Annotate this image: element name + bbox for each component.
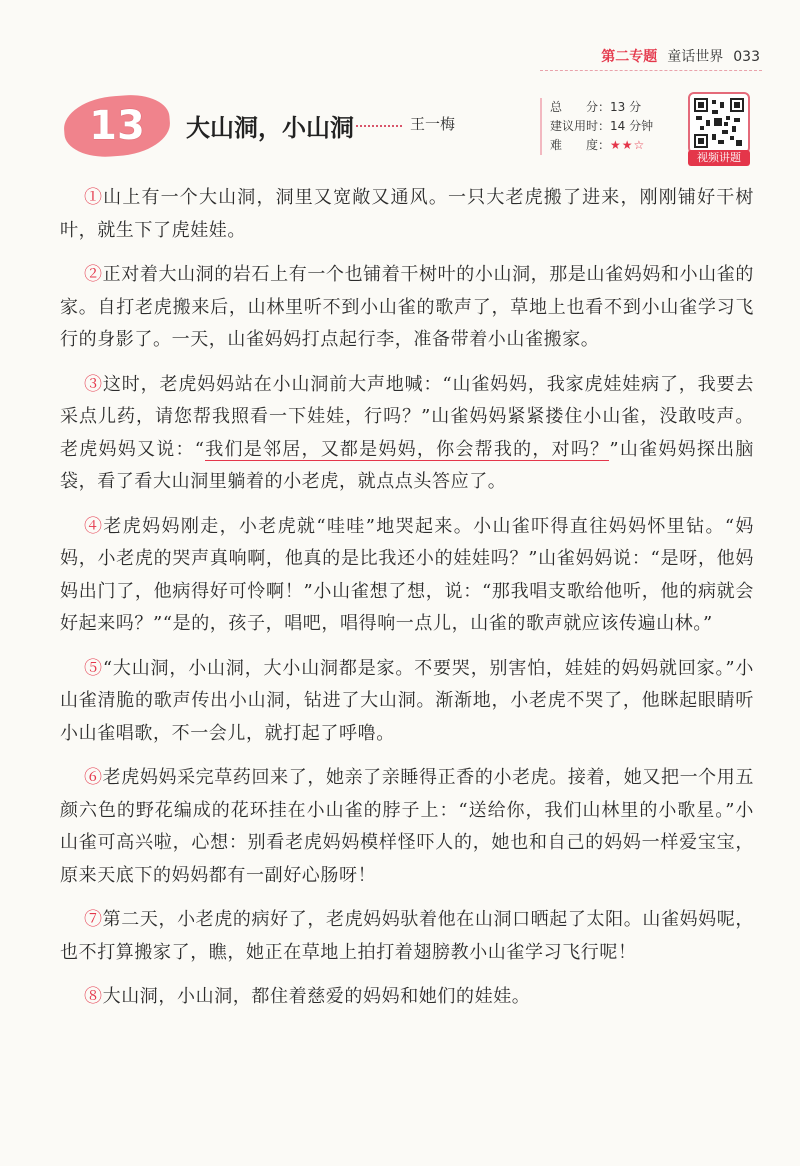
total-score-label: 总 分： — [550, 100, 611, 114]
paragraph-text: 大山洞，小山洞，都住着慈爱的妈妈和她们的娃娃。 — [102, 986, 531, 1007]
paragraph-2 — [60, 259, 754, 357]
topic-label: 童话世界 — [667, 49, 724, 65]
paragraph-6 — [60, 762, 754, 892]
paragraph-text-after: ”山雀妈妈探出脑袋，看了看大山洞里躺着的小老虎，就点点头答应了。 — [60, 438, 754, 492]
total-score-value: 13 分 — [610, 100, 642, 114]
paragraph-text: 第二天，小老虎的病好了，老虎妈妈驮着他在山洞口晒起了太阳。山雀妈妈呢，也不打算搬家了，瞧，她正在草地上拍打着翅膀教小山雀学习飞行呢！ — [60, 909, 755, 963]
paragraph-text: 老虎妈妈采完草药回来了，她亲了亲睡得正香的小老虎。接着，她又把一个用五颜六色的野花编成的花环挂在小山雀的脖子上：“送给你，我们山林里的小歌星。”小山雀可高兴啦，心想：别看老虎妈妈模样怪吓人的，她也和自己的妈妈一样爱宝宝，原来天底下的妈妈都有一副好心肠呀！ — [60, 767, 755, 886]
difficulty-stars: ★★☆ — [610, 138, 646, 152]
paragraph-number: ④ — [84, 515, 104, 537]
paragraph-number: ⑧ — [84, 986, 103, 1007]
video-lesson-label[interactable]: 视频讲题 — [688, 150, 750, 166]
page-header — [601, 46, 760, 66]
paragraph-7 — [60, 904, 754, 969]
story-body — [60, 182, 754, 1026]
qr-code-icon[interactable] — [688, 92, 750, 154]
paragraph-number: ⑥ — [84, 767, 103, 788]
difficulty-label: 难 度： — [550, 138, 611, 152]
suggested-time-label: 建议用时： — [550, 119, 611, 133]
paragraph-text: 正对着大山洞的岩石上有一个也铺着干树叶的小山洞，那是山雀妈妈和小山雀的家。自打老虎搬来后，山林里听不到小山雀的歌声了，草地上也看不到小山雀学习飞行的身影了。一天，山雀妈妈打点起行李，准备带着小山雀搬家。 — [60, 264, 755, 350]
paragraph-number: ③ — [84, 373, 103, 395]
paragraph-text: 老虎妈妈刚走，小老虎就“哇哇”地哭起来。小山雀吓得直往妈妈怀里钻。“妈妈，小老虎的哭声真响啊，他真的是比我还小的娃娃吗？”山雀妈妈说：“是呀，他妈妈出门了，他病得好可怜啊！”小山雀想了想，说：“那我唱支歌给他听，他的病就会好起来吗？”“是的，孩子，唱吧，唱得响一点儿，山雀的歌声就应该传遍山林。” — [60, 515, 754, 634]
lesson-number: 13 — [89, 103, 145, 149]
paragraph-text: “大山洞，小山洞，大小山洞都是家。不要哭，别害怕，娃娃的妈妈就回家。”小山雀清脆的歌声传出小山洞，钻进了大山洞。渐渐地，小老虎不哭了，他眯起眼睛听小山雀唱歌，不一会儿，就打起了呼噜。 — [60, 657, 754, 744]
section-label: 第二专题 — [601, 49, 658, 65]
page-number: 033 — [733, 49, 760, 65]
paragraph-8 — [60, 981, 754, 1014]
paragraph-text: 山上有一个大山洞，洞里又宽敞又通风。一只大老虎搬了进来，刚刚铺好干树叶，就生下了虎娃娃。 — [60, 187, 754, 241]
author-name: 王一梅 — [410, 115, 456, 133]
paragraph-number: ① — [84, 187, 104, 208]
info-panel — [540, 98, 653, 155]
header-divider — [540, 70, 762, 71]
paragraph-text-before: 这时，老虎妈妈站在小山洞前大声地喊：“山雀妈妈，我家虎娃娃病了，我要去采点儿药，请您帮我照看一下娃娃，行吗？”山雀妈妈紧紧搂住小山雀，没敢吱声。老虎妈妈又说：“ — [60, 373, 754, 460]
suggested-time-row — [550, 117, 653, 136]
title-divider — [356, 125, 402, 127]
paragraph-1 — [60, 182, 754, 247]
paragraph-number: ⑤ — [84, 657, 103, 679]
paragraph-3 — [60, 369, 754, 499]
difficulty-row — [550, 136, 653, 155]
underlined-sentence: 我们是邻居，又都是妈妈，你会帮我的，对吗？ — [204, 438, 610, 460]
lesson-title: 大山洞，小山洞 — [186, 114, 354, 142]
paragraph-number: ⑦ — [84, 909, 103, 930]
suggested-time-value: 14 分钟 — [610, 119, 654, 133]
paragraph-5 — [60, 653, 754, 751]
total-score-row — [550, 98, 653, 117]
paragraph-4 — [60, 511, 754, 641]
paragraph-number: ② — [84, 264, 103, 285]
